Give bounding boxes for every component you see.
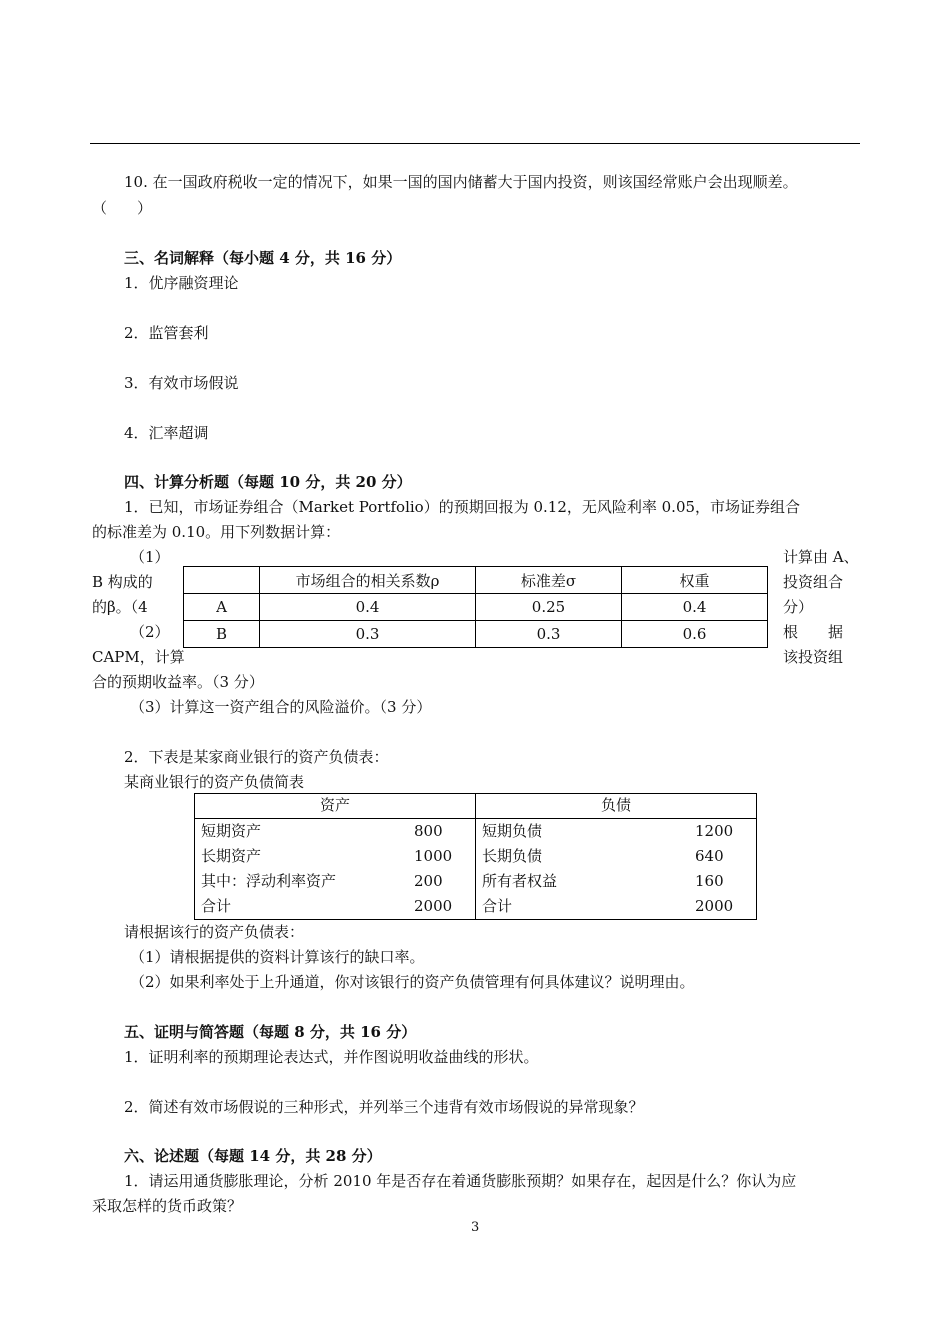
section-5-q1: 1．证明利率的预期理论表达式，并作图说明收益曲线的形状。 xyxy=(124,1048,539,1066)
liability-label: 合计 xyxy=(482,897,513,915)
table-header-cell: 标准差σ xyxy=(476,567,622,594)
list-item xyxy=(482,894,750,919)
asset-label: 长期资产 xyxy=(201,847,262,865)
asset-label: 合计 xyxy=(201,897,232,915)
liability-label: 长期负债 xyxy=(482,847,543,865)
section-4-q1-line1: 1．已知，市场证券组合（Market Portfolio）的预期回报为 0.12，无风险利率 0.05，市场证券组合 xyxy=(124,498,801,516)
asset-value: 2000 xyxy=(414,897,453,915)
liability-value: 160 xyxy=(695,872,724,890)
right-text-1: 计算由 A、 xyxy=(783,548,859,566)
liability-label: 所有者权益 xyxy=(482,872,558,890)
liability-value: 640 xyxy=(695,847,724,865)
table-cell: 0.3 xyxy=(260,621,476,648)
list-item xyxy=(201,869,469,894)
list-item xyxy=(201,819,469,844)
liability-label: 短期负债 xyxy=(482,822,543,840)
table-row xyxy=(184,594,768,621)
left-text-4: （2） xyxy=(130,623,170,641)
section-4-q2-after: 请根据该行的资产负债表： xyxy=(124,923,305,941)
section-4-q2-sub2: （2）如果利率处于上升通道，你对该银行的资产负债管理有何具体建议？说明理由。 xyxy=(130,973,695,991)
section-3-item-3: 3．有效市场假说 xyxy=(124,374,239,392)
right-text-5: 该投资组 xyxy=(783,648,844,666)
right-text-2: 投资组合 xyxy=(783,573,844,591)
table-cell: 0.4 xyxy=(260,594,476,621)
section-3-item-1: 1．优序融资理论 xyxy=(124,274,239,292)
table-cell: B xyxy=(184,621,260,648)
list-item xyxy=(482,844,750,869)
asset-label: 其中：浮动利率资产 xyxy=(201,872,337,890)
liabilities-header: 负债 xyxy=(476,794,757,819)
list-item xyxy=(201,894,469,919)
table-cell: 0.3 xyxy=(476,621,622,648)
table-header-cell xyxy=(184,567,260,594)
section-4-q1-continuation: 合的预期收益率。（3 分） xyxy=(92,673,264,691)
list-item xyxy=(482,869,750,894)
table-row xyxy=(184,621,768,648)
question-10-answer-blank: （ ） xyxy=(92,199,153,217)
table-header-cell: 市场组合的相关系数ρ xyxy=(260,567,476,594)
left-text-3: 的β。（4 xyxy=(92,598,148,616)
assets-header: 资产 xyxy=(195,794,476,819)
table-header-cell: 权重 xyxy=(622,567,768,594)
liability-value: 2000 xyxy=(695,897,734,915)
table-cell: 0.6 xyxy=(622,621,768,648)
section-4-title: 四、计算分析题（每题 10 分，共 20 分） xyxy=(124,473,412,491)
liability-value: 1200 xyxy=(695,822,734,840)
section-6-title: 六、论述题（每题 14 分，共 28 分） xyxy=(124,1147,382,1165)
asset-label: 短期资产 xyxy=(201,822,262,840)
list-item xyxy=(482,819,750,844)
table-cell: 0.25 xyxy=(476,594,622,621)
left-text-2: B 构成的 xyxy=(92,573,153,591)
question-10-line1: 10. 在一国政府税收一定的情况下，如果一国的国内储蓄大于国内投资，则该国经常账户会出现顺差。 xyxy=(124,173,798,191)
section-5-title: 五、证明与简答题（每题 8 分，共 16 分） xyxy=(124,1023,417,1041)
portfolio-data-table xyxy=(183,566,768,648)
left-text-1: （1） xyxy=(130,548,170,566)
section-3-item-4: 4．汇率超调 xyxy=(124,424,209,442)
asset-value: 1000 xyxy=(414,847,453,865)
section-4-q1-line2: 的标准差为 0.10。用下列数据计算： xyxy=(92,523,341,541)
section-4-q1-sub3: （3）计算这一资产组合的风险溢价。（3 分） xyxy=(130,698,432,716)
list-item xyxy=(201,844,469,869)
table-cell: 0.4 xyxy=(622,594,768,621)
page-number: 3 xyxy=(471,1220,480,1235)
liabilities-column xyxy=(476,819,757,920)
asset-value: 800 xyxy=(414,822,443,840)
right-text-4: 根 据 xyxy=(783,623,844,641)
balance-sheet-caption: 某商业银行的资产负债简表 xyxy=(124,773,305,791)
balance-sheet-table xyxy=(194,793,757,920)
right-text-3: 分） xyxy=(783,598,814,616)
assets-column xyxy=(195,819,476,920)
section-3-title: 三、名词解释（每小题 4 分，共 16 分） xyxy=(124,249,402,267)
header-rule xyxy=(90,143,860,144)
section-5-q2: 2．简述有效市场假说的三种形式，并列举三个违背有效市场假说的异常现象？ xyxy=(124,1098,644,1116)
table-cell: A xyxy=(184,594,260,621)
section-4-q2-line1: 2．下表是某家商业银行的资产负债表： xyxy=(124,748,389,766)
section-4-q2-sub1: （1）请根据提供的资料计算该行的缺口率。 xyxy=(130,948,425,966)
table-header-row xyxy=(184,567,768,594)
section-6-q1-line1: 1．请运用通货膨胀理论，分析 2010 年是否存在着通货膨胀预期？如果存在，起因是什么？你认为应 xyxy=(124,1172,797,1190)
section-6-q1-line2: 采取怎样的货币政策？ xyxy=(92,1197,243,1215)
section-3-item-2: 2．监管套利 xyxy=(124,324,209,342)
left-text-5: CAPM，计算 xyxy=(92,648,185,666)
asset-value: 200 xyxy=(414,872,443,890)
